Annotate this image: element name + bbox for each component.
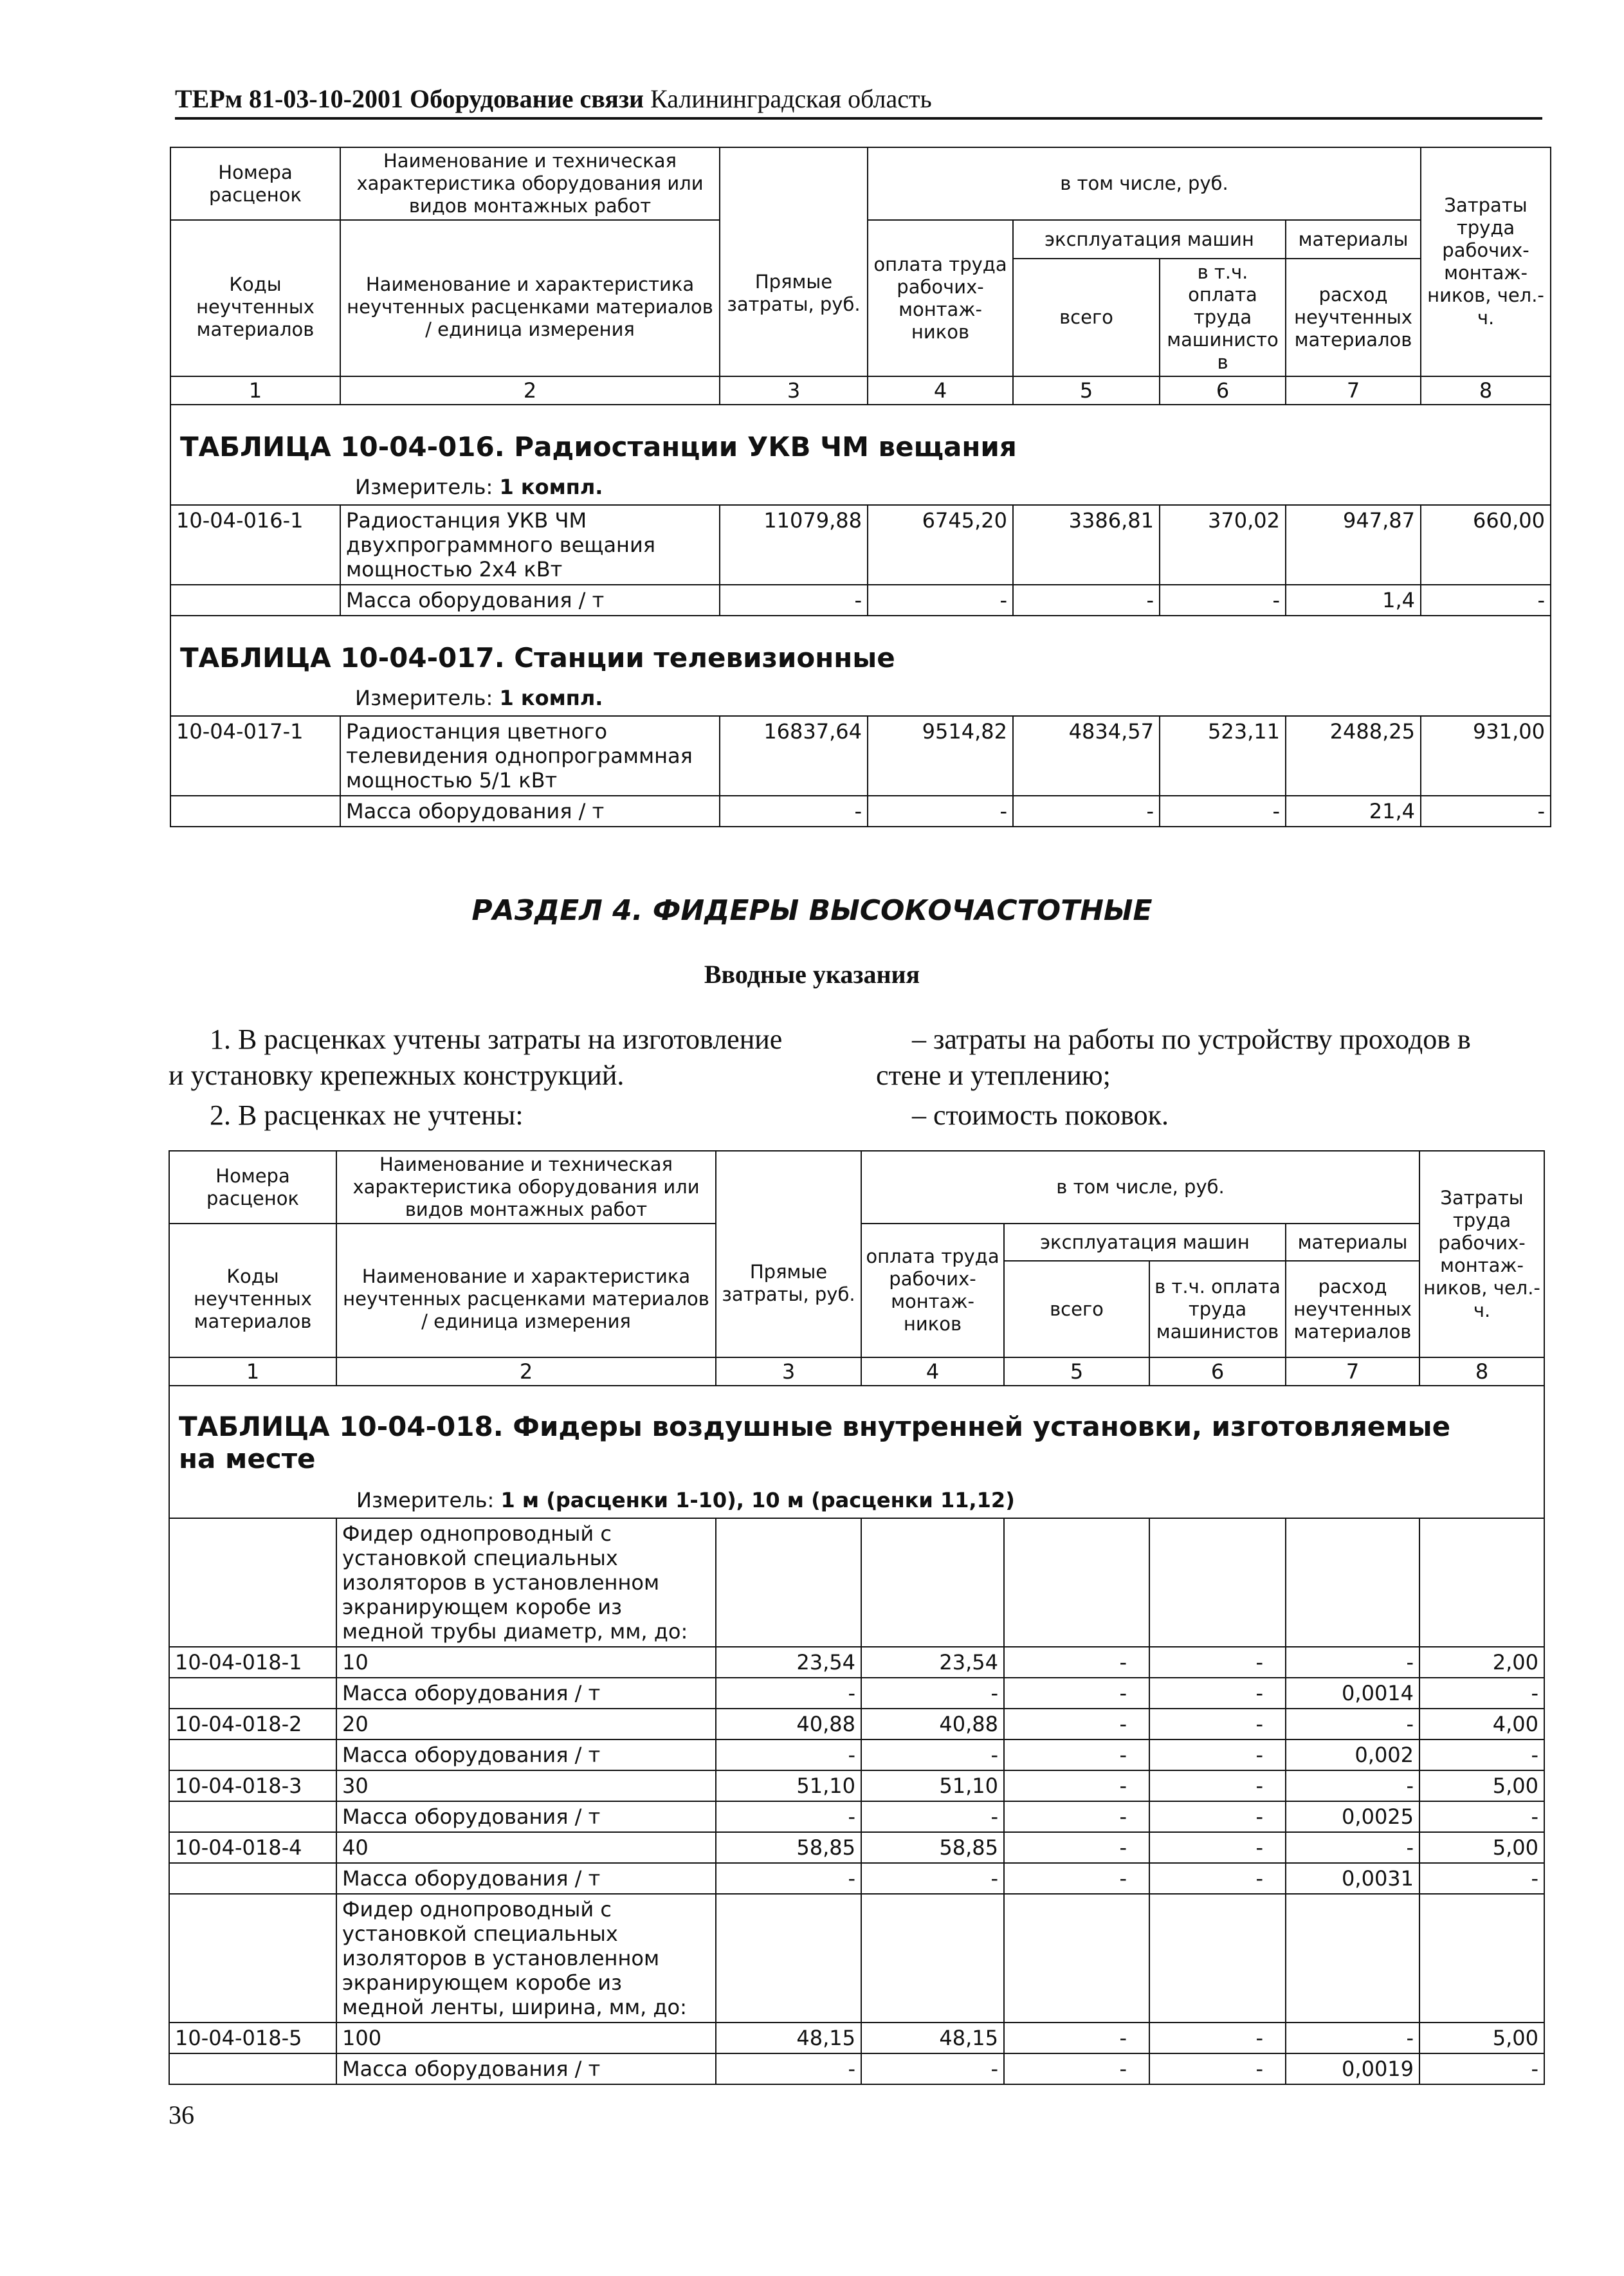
intro-note-right-2: стене и утеплению; — [876, 1060, 1111, 1091]
labor-hours: 660,00 — [1421, 505, 1551, 585]
rate-name: 30 — [336, 1770, 716, 1801]
machines-labor: 370,02 — [1160, 505, 1286, 585]
direct-costs: 11079,88 — [720, 505, 868, 585]
materials: 947,87 — [1286, 505, 1421, 585]
running-header — [175, 82, 1542, 120]
column-number: 7 — [1286, 1357, 1419, 1386]
mass-row: Масса оборудования / т - - - - 0,0014 - — [169, 1678, 1544, 1709]
intro-note-left-3: 2. В расценках не учтены: — [210, 1099, 524, 1131]
table-016-meter: Измеритель: 1 компл. — [355, 475, 603, 499]
machines-total: 3386,81 — [1013, 505, 1160, 585]
document-title: Оборудование связи — [410, 84, 644, 113]
rate-code: 10-04-018-3 — [169, 1770, 336, 1801]
column-number: 6 — [1160, 376, 1286, 405]
materials: 2488,25 — [1286, 716, 1421, 796]
mass-row: Масса оборудования / т - - - - 0,0031 - — [169, 1863, 1544, 1894]
mass-label: Масса оборудования / т — [340, 796, 720, 827]
mass-row: Масса оборудования / т - - - - 0,0019 - — [169, 2053, 1544, 2084]
header-direct-costs: Прямые затраты, руб. — [720, 147, 868, 376]
table-row: 10-04-018-2 20 40,88 40,88 - - - 4,00 — [169, 1709, 1544, 1739]
header-material-names: Наименование и характеристика неучтенных расценками материалов / единица измерения — [336, 1224, 716, 1357]
header-including: в том числе, руб. — [861, 1151, 1419, 1224]
machines-total: 4834,57 — [1013, 716, 1160, 796]
table-018-meter: Измеритель: 1 м (расценки 1-10), 10 м (расценки 11,12) — [356, 1488, 1015, 1512]
table-016-heading — [170, 405, 1551, 505]
header-labor-hours: Затраты труда рабочих-монтаж-ников, чел.-ч. — [1419, 1151, 1544, 1357]
equipment-mass: 1,4 — [1286, 585, 1421, 616]
header-numbers: Номера расценок — [169, 1151, 336, 1224]
rate-code: 10-04-018-4 — [169, 1832, 336, 1863]
header-material-codes: Коды неучтенных материалов — [170, 220, 340, 376]
header-labor-pay: оплата труда рабочих-монтаж-ников — [868, 220, 1013, 376]
document-code: ТЕРм 81-03-10-2001 — [175, 84, 403, 113]
page-number: 36 — [169, 2100, 194, 2129]
column-number: 8 — [1419, 1357, 1544, 1386]
header-material-codes: Коды неучтенных материалов — [169, 1224, 336, 1357]
header-machines-total: всего — [1013, 259, 1160, 376]
rate-name: 100 — [336, 2023, 716, 2053]
header-materials-unaccounted: расход неучтенных материалов — [1286, 1261, 1419, 1357]
group-row — [169, 1894, 1544, 2023]
header-numbers: Номера расценок — [170, 147, 340, 220]
column-number: 3 — [716, 1357, 861, 1386]
column-number: 3 — [720, 376, 868, 405]
rate-code: 10-04-016-1 — [170, 505, 340, 585]
mass-row: Масса оборудования / т - - - - 0,002 - — [169, 1739, 1544, 1770]
equipment-mass: 0,0019 — [1286, 2053, 1419, 2084]
rate-code: 10-04-018-2 — [169, 1709, 336, 1739]
table-017-meter: Измеритель: 1 компл. — [355, 686, 603, 710]
header-machines-total: всего — [1004, 1261, 1149, 1357]
labor-pay: 6745,20 — [868, 505, 1013, 585]
rate-name: Радиостанция УКВ ЧМ двухпрограммного вещания мощностью 2х4 кВт — [340, 505, 720, 585]
section-title: РАЗДЕЛ 4. ФИДЕРЫ ВЫСОКОЧАСТОТНЫЕ — [471, 894, 1153, 927]
column-number: 6 — [1149, 1357, 1286, 1386]
rates-table-018 — [169, 1150, 1545, 2085]
document-region: Калининградская область — [650, 84, 932, 113]
header-machines-labor: в т.ч. оплата труда машинистов — [1160, 259, 1286, 376]
intro-note-left-2: и установку крепежных конструкций. — [169, 1060, 625, 1091]
mass-row: Масса оборудования / т - - - - 1,4 - — [170, 585, 1551, 616]
header-material-names: Наименование и характеристика неучтенных расценками материалов / единица измерения — [340, 220, 720, 376]
rate-code: 10-04-018-1 — [169, 1647, 336, 1678]
table-row: 10-04-018-1 10 23,54 23,54 - - - 2,00 — [169, 1647, 1544, 1678]
header-materials-unaccounted: расход неучтенных материалов — [1286, 259, 1421, 376]
equipment-mass: 0,002 — [1286, 1739, 1419, 1770]
header-machines: эксплуатация машин — [1004, 1224, 1286, 1261]
header-including: в том числе, руб. — [868, 147, 1421, 220]
machines-labor: 523,11 — [1160, 716, 1286, 796]
equipment-mass: 0,0014 — [1286, 1678, 1419, 1709]
header-machines-labor: в т.ч. оплата труда машинистов — [1149, 1261, 1286, 1357]
column-number: 4 — [868, 376, 1013, 405]
rate-name: 20 — [336, 1709, 716, 1739]
table-017-heading — [170, 616, 1551, 716]
column-number: 4 — [861, 1357, 1004, 1386]
mass-label: Масса оборудования / т — [336, 1801, 716, 1832]
group-row — [169, 1518, 1544, 1647]
group-description: Фидер однопроводный с установкой специальных изоляторов в установленном экранирующем коробе из медной трубы диаметр, мм, до: — [336, 1518, 716, 1647]
column-number: 1 — [169, 1357, 336, 1386]
table-018-heading — [169, 1386, 1544, 1518]
mass-label: Масса оборудования / т — [340, 585, 720, 616]
header-direct-costs: Прямые затраты, руб. — [716, 1151, 861, 1357]
rate-code: 10-04-017-1 — [170, 716, 340, 796]
rate-name: Радиостанция цветного телевидения однопрограммная мощностью 5/1 кВт — [340, 716, 720, 796]
header-name: Наименование и техническая характеристика оборудования или видов монтажных работ — [336, 1151, 716, 1224]
table-018-title: ТАБЛИЦА 10-04-018. Фидеры воздушные внутренней установки, изготовляемые на месте — [179, 1411, 1451, 1474]
column-number: 1 — [170, 376, 340, 405]
table-row: 10-04-018-3 30 51,10 51,10 - - - 5,00 — [169, 1770, 1544, 1801]
header-materials: материалы — [1286, 1224, 1419, 1261]
column-number: 8 — [1421, 376, 1551, 405]
table-017-title: ТАБЛИЦА 10-04-017. Станции телевизионные — [180, 642, 895, 674]
intro-note-left-1: 1. В расценках учтены затраты на изготовление — [210, 1023, 783, 1055]
header-labor-pay: оплата труда рабочих-монтаж-ников — [861, 1224, 1004, 1357]
group-description: Фидер однопроводный с установкой специальных изоляторов в установленном экранирующем коробе из медной ленты, ширина, мм, до: — [336, 1894, 716, 2023]
table-row — [170, 716, 1551, 796]
table-row — [170, 505, 1551, 585]
rate-name: 10 — [336, 1647, 716, 1678]
rate-name: 40 — [336, 1832, 716, 1863]
equipment-mass: 21,4 — [1286, 796, 1421, 827]
rate-code: 10-04-018-5 — [169, 2023, 336, 2053]
header-machines: эксплуатация машин — [1013, 220, 1286, 259]
intro-note-right-1: – затраты на работы по устройству проходов в — [912, 1023, 1471, 1055]
column-number: 7 — [1286, 376, 1421, 405]
equipment-mass: 0,0031 — [1286, 1863, 1419, 1894]
intro-note-right-3: – стоимость поковок. — [912, 1099, 1169, 1131]
direct-costs: 16837,64 — [720, 716, 868, 796]
equipment-mass: 0,0025 — [1286, 1801, 1419, 1832]
column-number: 2 — [340, 376, 720, 405]
mass-label: Масса оборудования / т — [336, 2053, 716, 2084]
table-016-title: ТАБЛИЦА 10-04-016. Радиостанции УКВ ЧМ вещания — [180, 431, 1017, 463]
mass-label: Масса оборудования / т — [336, 1739, 716, 1770]
mass-label: Масса оборудования / т — [336, 1678, 716, 1709]
header-name: Наименование и техническая характеристика оборудования или видов монтажных работ — [340, 147, 720, 220]
mass-row: Масса оборудования / т - - - - 21,4 - — [170, 796, 1551, 827]
intro-heading: Вводные указания — [704, 960, 920, 989]
mass-label: Масса оборудования / т — [336, 1863, 716, 1894]
column-number: 5 — [1013, 376, 1160, 405]
labor-hours: 931,00 — [1421, 716, 1551, 796]
header-materials: материалы — [1286, 220, 1421, 259]
header-labor-hours: Затраты труда рабочих-монтаж-ников, чел.-ч. — [1421, 147, 1551, 376]
table-row: 10-04-018-4 40 58,85 58,85 - - - 5,00 — [169, 1832, 1544, 1863]
labor-pay: 9514,82 — [868, 716, 1013, 796]
column-number: 5 — [1004, 1357, 1149, 1386]
column-number: 2 — [336, 1357, 716, 1386]
mass-row: Масса оборудования / т - - - - 0,0025 - — [169, 1801, 1544, 1832]
table-row: 10-04-018-5 100 48,15 48,15 - - - 5,00 — [169, 2023, 1544, 2053]
rates-table-016-017 — [170, 147, 1551, 827]
